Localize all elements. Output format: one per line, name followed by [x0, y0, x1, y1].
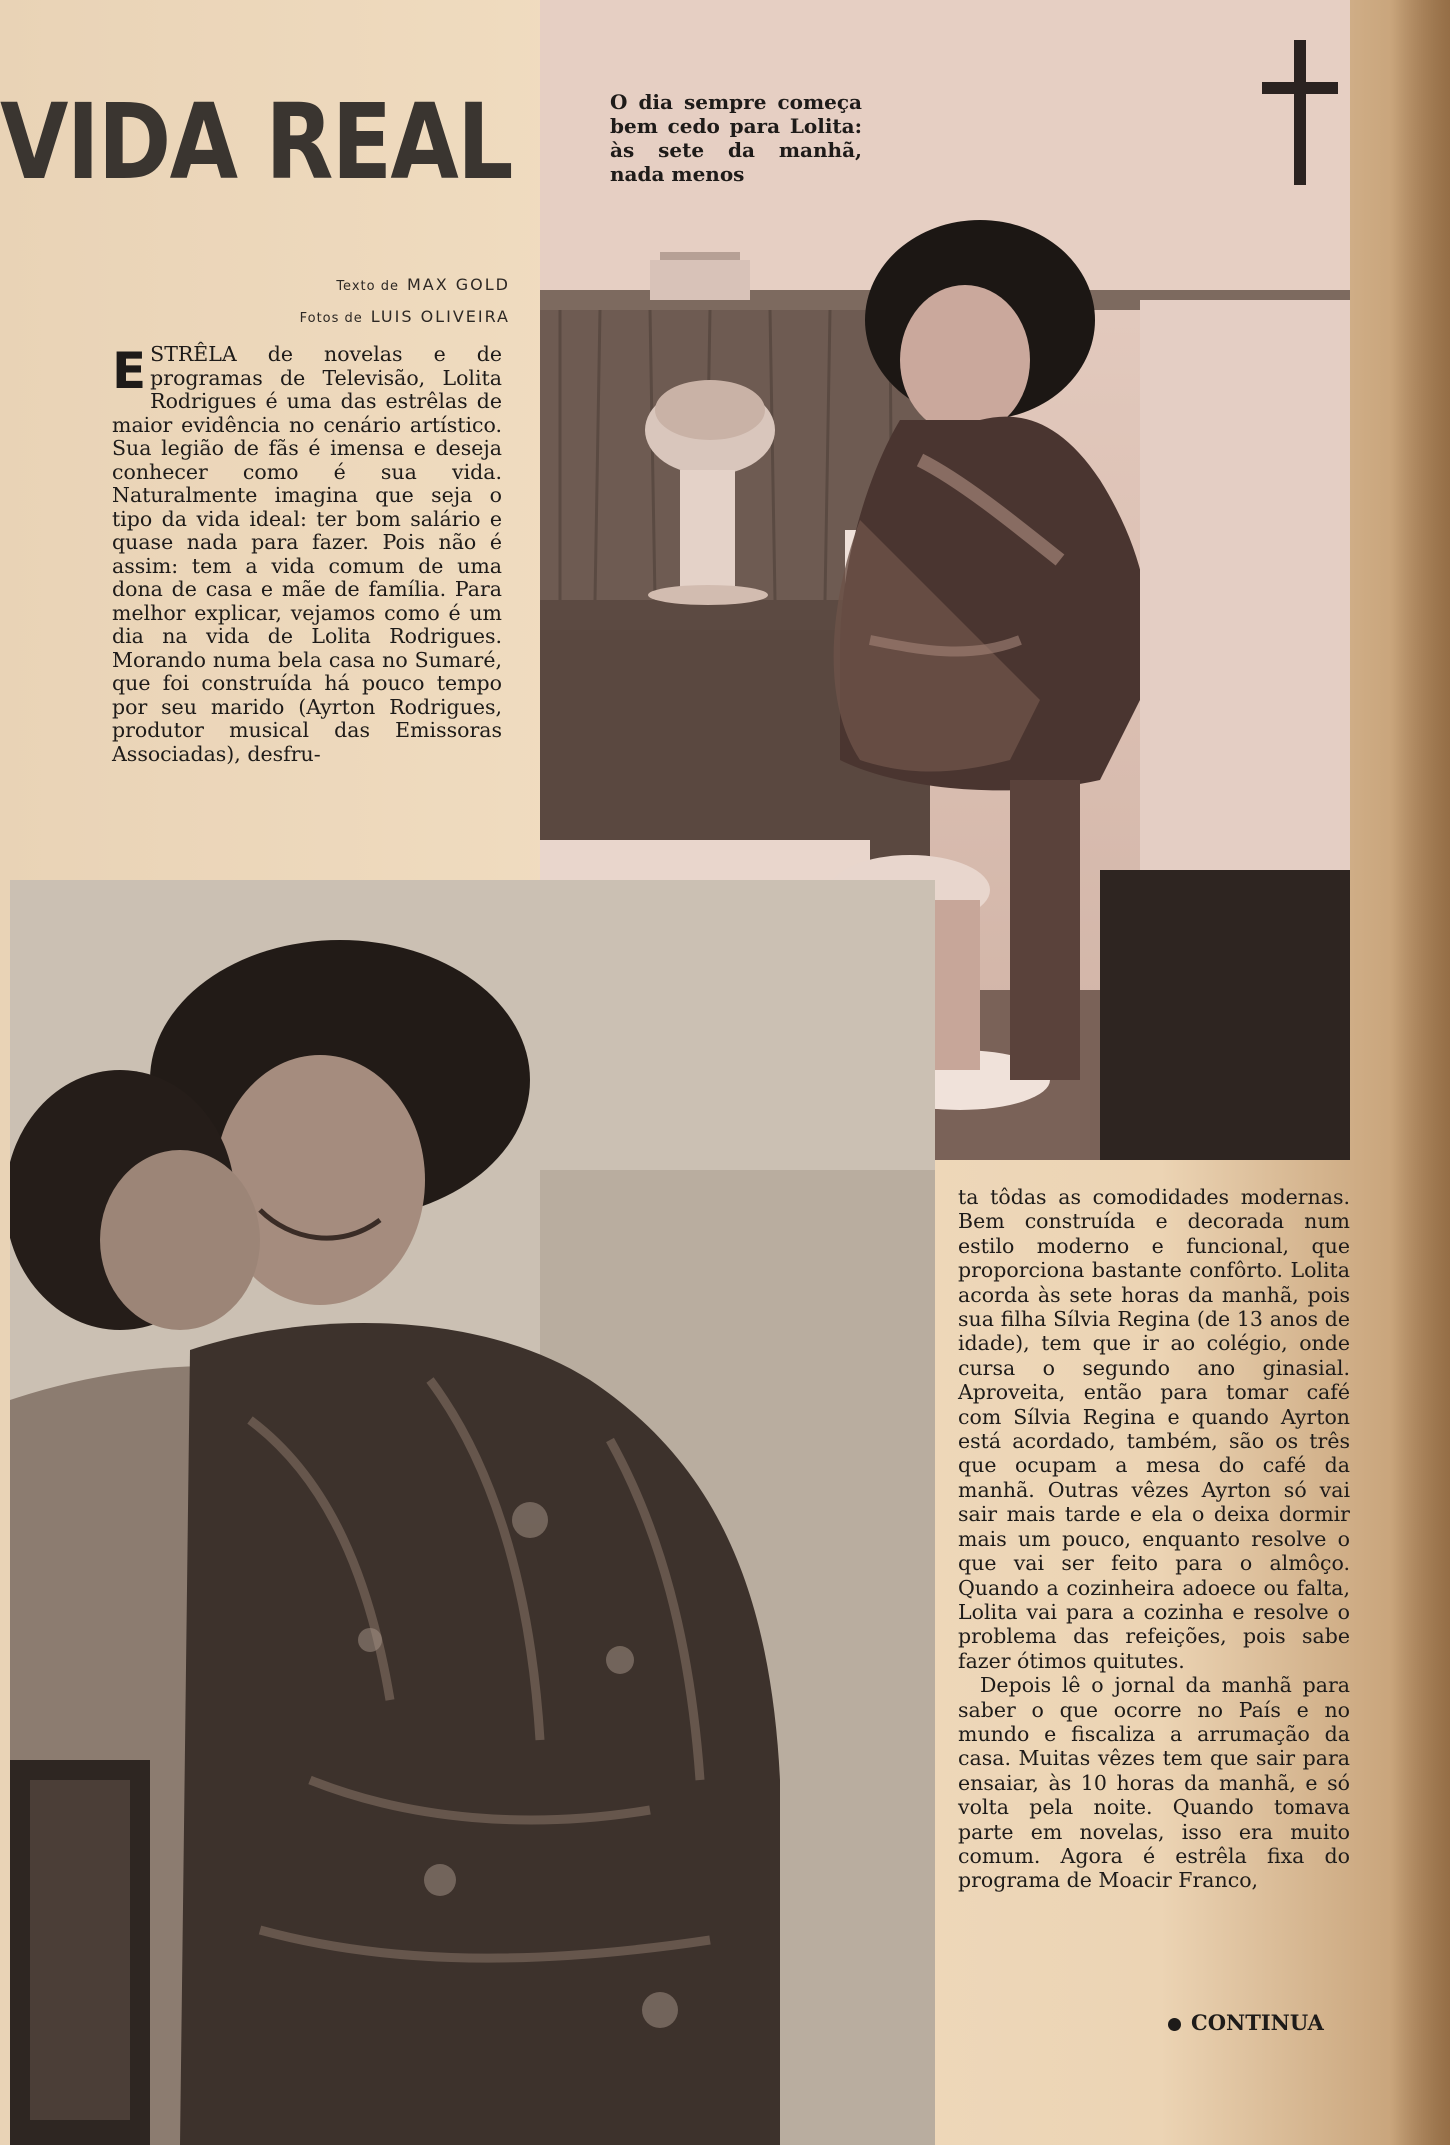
photo-caption: O dia sempre começa bem cedo para Lolita: às sete da manhã, nada menos [610, 90, 862, 186]
credit-text [180, 270, 510, 302]
credit-text-label: Texto de [336, 279, 399, 294]
credit-text-name: MAX GOLD [406, 275, 510, 294]
article-credits [180, 270, 510, 334]
continua-marker [1168, 2010, 1324, 2035]
photo-family-image [10, 880, 935, 2145]
article-intro [112, 343, 502, 766]
cross-icon [1262, 40, 1338, 190]
bullet-icon [1168, 2018, 1181, 2031]
article-headline: VIDA REAL [0, 81, 512, 203]
credit-photos-label: Fotos de [299, 311, 363, 326]
drop-cap: E [112, 342, 147, 400]
intro-text: STRÊLA de novelas e de programas de Televisão, Lolita Rodrigues é uma das estrêlas de maior evidência no cenário artístico. Sua legião de fãs é imensa e deseja conhecer como é sua vida. Naturalmente imagina que seja o tipo da vida ideal: ter bom salário e quase nada para fazer. Pois não é assim: tem a vida comum de uma dona de casa e mãe de família. Para melhor explicar, vejamos como é um dia na vida de Lolita Rodrigues. Morando numa bela casa no Sumaré, que foi construída há pouco tempo por seu marido (Ayrton Rodrigues, produtor musical das Emissoras Associadas), desfru- [112, 342, 502, 766]
credit-photos [180, 302, 510, 334]
photo-family [10, 880, 935, 2145]
continuation-paragraph-1: ta tôdas as comodidades modernas. Bem construída e decorada num estilo moderno e funcional, que proporciona bastante confôrto. Lolita acorda às sete horas da manhã, pois sua filha Sílvia Regina (de 13 anos de idade), tem que ir ao colégio, onde cursa o segundo ano ginasial. Aproveita, então para tomar café com Sílvia Regina e quando Ayrton está acordado, também, são os três que ocupam a mesa do café da manhã. Outras vêzes Ayrton só vai sair mais tarde e ela o deixa dormir mais um pouco, enquanto resolve o que vai ser feito para o almôço. Quando a cozinheira adoece ou falta, Lolita vai para a cozinha e resolve o problema das refeições, pois sabe fazer ótimos quitutes. [958, 1185, 1350, 1673]
page-edge-shadow [1390, 0, 1450, 2145]
continuation-paragraph-2: Depois lê o jornal da manhã para saber o que ocorre no País e no mundo e fiscaliza a arrumação da casa. Muitas vêzes tem que sair para ensaiar, às 10 horas da manhã, e só volta pela noite. Quando tomava parte em novelas, isso era muito comum. Agora é estrêla fixa do programa de Moacir Franco, [958, 1673, 1350, 1893]
continua-label: CONTINUA [1191, 2010, 1324, 2035]
credit-photos-name: LUIS OLIVEIRA [370, 307, 510, 326]
article-continuation [958, 1185, 1350, 1893]
